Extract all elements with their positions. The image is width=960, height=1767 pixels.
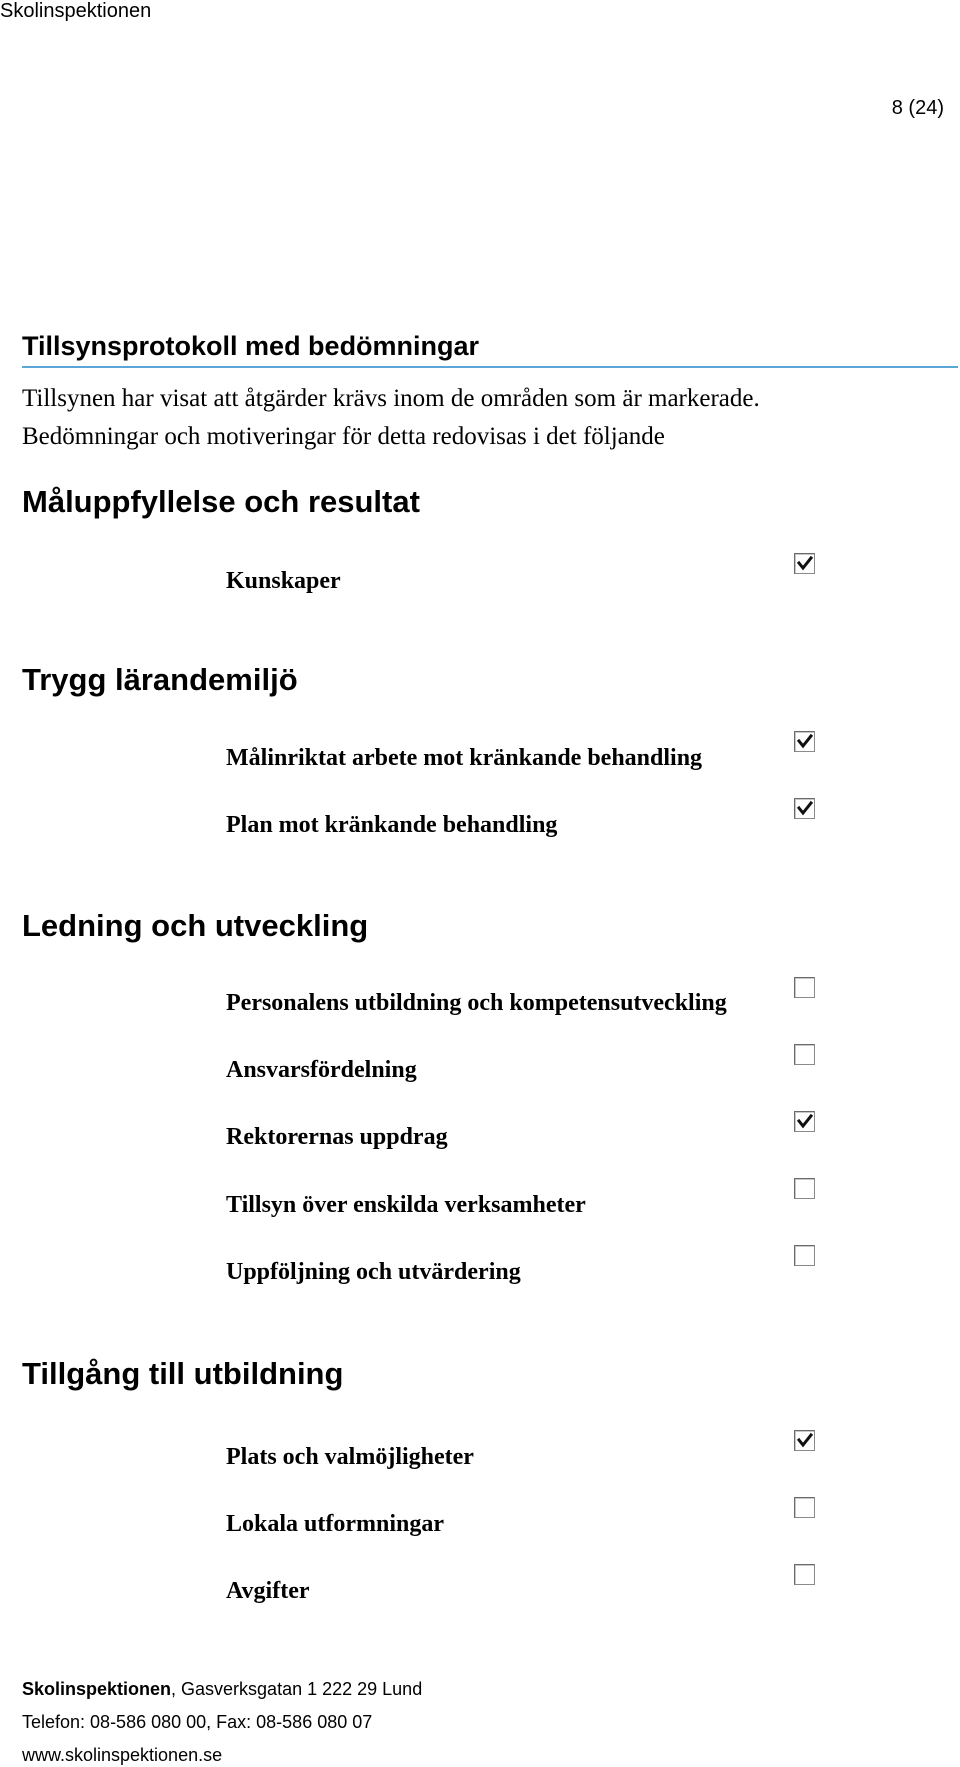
item-label-rektorernas-uppdrag: Rektorernas uppdrag xyxy=(226,1124,448,1150)
footer-org-name: Skolinspektionen xyxy=(22,1679,172,1699)
checkbox-malinriktat-arbete[interactable] xyxy=(794,731,815,752)
section-heading-ledning-och-utveckling: Ledning och utveckling xyxy=(22,908,369,943)
checkbox-plats-och-valmojligheter[interactable] xyxy=(794,1430,815,1451)
item-label-lokala-utformningar: Lokala utformningar xyxy=(226,1511,445,1537)
item-label-malinriktat-arbete: Målinriktat arbete mot kränkande behandling xyxy=(226,745,703,771)
item-label-plats-och-valmojligheter: Plats och valmöjligheter xyxy=(226,1444,474,1470)
item-label-avgifter: Avgifter xyxy=(226,1578,310,1604)
footer-website[interactable]: www.skolinspektionen.se xyxy=(22,1745,223,1765)
checkbox-uppfoljning[interactable] xyxy=(794,1245,815,1266)
item-label-personalens-utbildning: Personalens utbildning och kompetensutveckling xyxy=(226,990,727,1016)
checkmark-icon xyxy=(796,800,814,818)
footer-phone: Telefon: 08-586 080 00, Fax: 08-586 080 07 xyxy=(22,1712,373,1732)
checkbox-kunskaper[interactable] xyxy=(794,553,815,574)
intro-line-1: Tillsynen har visat att åtgärder krävs inom de områden som är markerade. xyxy=(22,385,760,412)
page-number: 8 (24) xyxy=(891,97,944,119)
checkbox-tillsyn-enskilda[interactable] xyxy=(794,1178,815,1199)
intro-line-2: Bedömningar och motiveringar för detta redovisas i det följande xyxy=(22,423,665,450)
item-label-kunskaper: Kunskaper xyxy=(226,568,341,594)
footer-address-line xyxy=(22,1678,422,1700)
checkmark-icon xyxy=(796,1432,814,1450)
checkmark-icon xyxy=(796,733,814,751)
checkbox-ansvarsfordelning[interactable] xyxy=(794,1044,815,1065)
checkmark-icon xyxy=(796,1113,814,1131)
checkmark-icon xyxy=(796,555,814,573)
document-title: Tillsynsprotokoll med bedömningar xyxy=(22,328,958,368)
section-heading-tillgang-till-utbildning: Tillgång till utbildning xyxy=(22,1356,344,1391)
intro-paragraph xyxy=(22,380,922,456)
section-heading-trygg-larandemiljo: Trygg lärandemiljö xyxy=(22,662,298,697)
checkbox-personalens-utbildning[interactable] xyxy=(794,977,815,998)
checkbox-avgifter[interactable] xyxy=(794,1564,815,1585)
header-organization: Skolinspektionen xyxy=(0,0,152,22)
item-label-ansvarsfordelning: Ansvarsfördelning xyxy=(226,1057,417,1083)
checkbox-plan-mot-krankande[interactable] xyxy=(794,798,815,819)
footer-address: , Gasverksgatan 1 222 29 Lund xyxy=(171,1679,423,1699)
section-heading-maluppfyllelse: Måluppfyllelse och resultat xyxy=(22,484,420,519)
item-label-uppfoljning: Uppföljning och utvärdering xyxy=(226,1259,521,1285)
checkbox-lokala-utformningar[interactable] xyxy=(794,1497,815,1518)
item-label-tillsyn-enskilda: Tillsyn över enskilda verksamheter xyxy=(226,1192,586,1218)
checkbox-rektorernas-uppdrag[interactable] xyxy=(794,1111,815,1132)
item-label-plan-mot-krankande: Plan mot kränkande behandling xyxy=(226,812,558,838)
